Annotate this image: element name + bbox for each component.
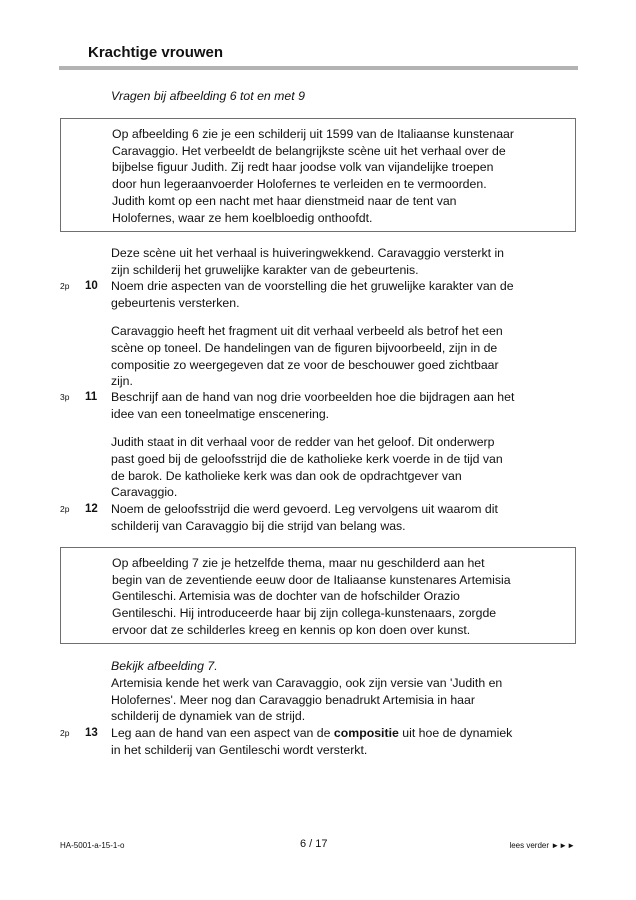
context-line: scène op toneel. De handelingen van de figuren bijvoorbeeld, zijn in de	[111, 341, 498, 355]
question-number: 12	[85, 503, 98, 515]
emphasis-compositie: compositie	[333, 726, 399, 740]
context-line: Artemisia kende het werk van Caravaggio, ook zijn versie van 'Judith en	[111, 676, 503, 690]
box1-line: Op afbeelding 6 zie je een schilderij uit 1599 van de Italiaanse kunstenaar	[112, 127, 514, 141]
document-code: HA-5001-a-15-1-o	[60, 841, 125, 850]
context-line: zijn.	[111, 374, 133, 388]
question-line: Beschrijf aan de hand van nog drie voorbeelden hoe die bijdragen aan het	[111, 390, 515, 404]
context-line: Judith staat in dit verhaal voor de redder van het geloof. Dit onderwerp	[111, 435, 495, 449]
question-points: 2p	[60, 504, 70, 514]
box1-line: Caravaggio. Het verbeeldt de belangrijkste scène uit het verhaal over de	[112, 143, 506, 158]
box1-line: bijbelse figuur Judith. Zij redt haar joodse volk van vijandelijke troepen	[112, 160, 494, 175]
question-points: 2p	[60, 281, 70, 291]
intro-heading: Vragen bij afbeelding 6 tot en met 9	[111, 89, 305, 103]
box2-line: ervoor dat ze schilderles kreeg en kennis op kon doen over kunst.	[112, 622, 471, 637]
context-line: compositie zo weergegeven dat ze voor de beschouwer goed zichtbaar	[111, 358, 499, 372]
question-number: 13	[85, 727, 98, 739]
context-box-1	[60, 118, 576, 232]
question-line: idee van een toneelmatige enscenering.	[111, 407, 330, 421]
question-line	[111, 725, 512, 742]
page-number: 6 / 17	[300, 838, 328, 850]
question-line: schilderij van Caravaggio bij die strijd van belang was.	[111, 519, 406, 533]
question-line: in het schilderij van Gentileschi wordt versterkt.	[111, 743, 368, 757]
box1-line: door hun legeraanvoerder Holofernes te verleiden en te vermoorden.	[112, 177, 487, 192]
context-line: Holofernes'. Meer nog dan Caravaggio benadrukt Artemisia in haar	[111, 693, 475, 707]
context-line: past goed bij de geloofsstrijd die de katholieke kerk voerde in de tijd van	[111, 452, 503, 466]
question-text: Leg aan de hand van een aspect van de	[111, 726, 334, 740]
question-line: Noem drie aspecten van de voorstelling die het gruwelijke karakter van de	[111, 279, 514, 293]
question-line: Noem de geloofsstrijd die werd gevoerd. Leg vervolgens uit waarom dit	[111, 502, 498, 516]
question-points: 2p	[60, 728, 70, 738]
page-title: Krachtige vrouwen	[88, 44, 224, 61]
instruction-line: Bekijk afbeelding 7.	[111, 659, 218, 673]
box1-line: Judith komt op een nacht met haar dienstmeid naar de tent van	[112, 193, 457, 208]
question-points: 3p	[60, 392, 70, 402]
context-line: de barok. De katholieke kerk was dan ook de opdrachtgever van	[111, 469, 462, 483]
context-box-2	[60, 547, 576, 644]
question-text: uit hoe de dynamiek	[398, 726, 513, 740]
question-line: gebeurtenis versterken.	[111, 296, 240, 310]
title-rule	[59, 66, 578, 70]
box2-line: begin van de zeventiende eeuw door de Italiaanse kunstenares Artemisia	[112, 572, 511, 587]
box2-line: Gentileschi. Hij introduceerde haar bij zijn collega-kunstenaars, zorgde	[112, 606, 497, 621]
context-line: zijn schilderij het gruwelijke karakter van de gebeurtenis.	[111, 263, 419, 277]
context-line: Deze scène uit het verhaal is huiveringwekkend. Caravaggio versterkt in	[111, 246, 505, 260]
box1-line: Holofernes, waar ze hem koelbloedig onthoofdt.	[112, 210, 373, 225]
context-line: schilderij de dynamiek van de strijd.	[111, 709, 306, 723]
box2-line: Op afbeelding 7 zie je hetzelfde thema, maar nu geschilderd aan het	[112, 556, 485, 570]
question-number: 10	[85, 280, 98, 292]
context-line: Caravaggio heeft het fragment uit dit verhaal verbeeld als betrof het een	[111, 324, 503, 338]
question-number: 11	[85, 391, 98, 403]
box2-line: Gentileschi. Artemisia was de dochter van de hofschilder Orazio	[112, 589, 460, 604]
context-line: Caravaggio.	[111, 485, 178, 499]
continue-label: lees verder ►►►	[509, 841, 575, 850]
